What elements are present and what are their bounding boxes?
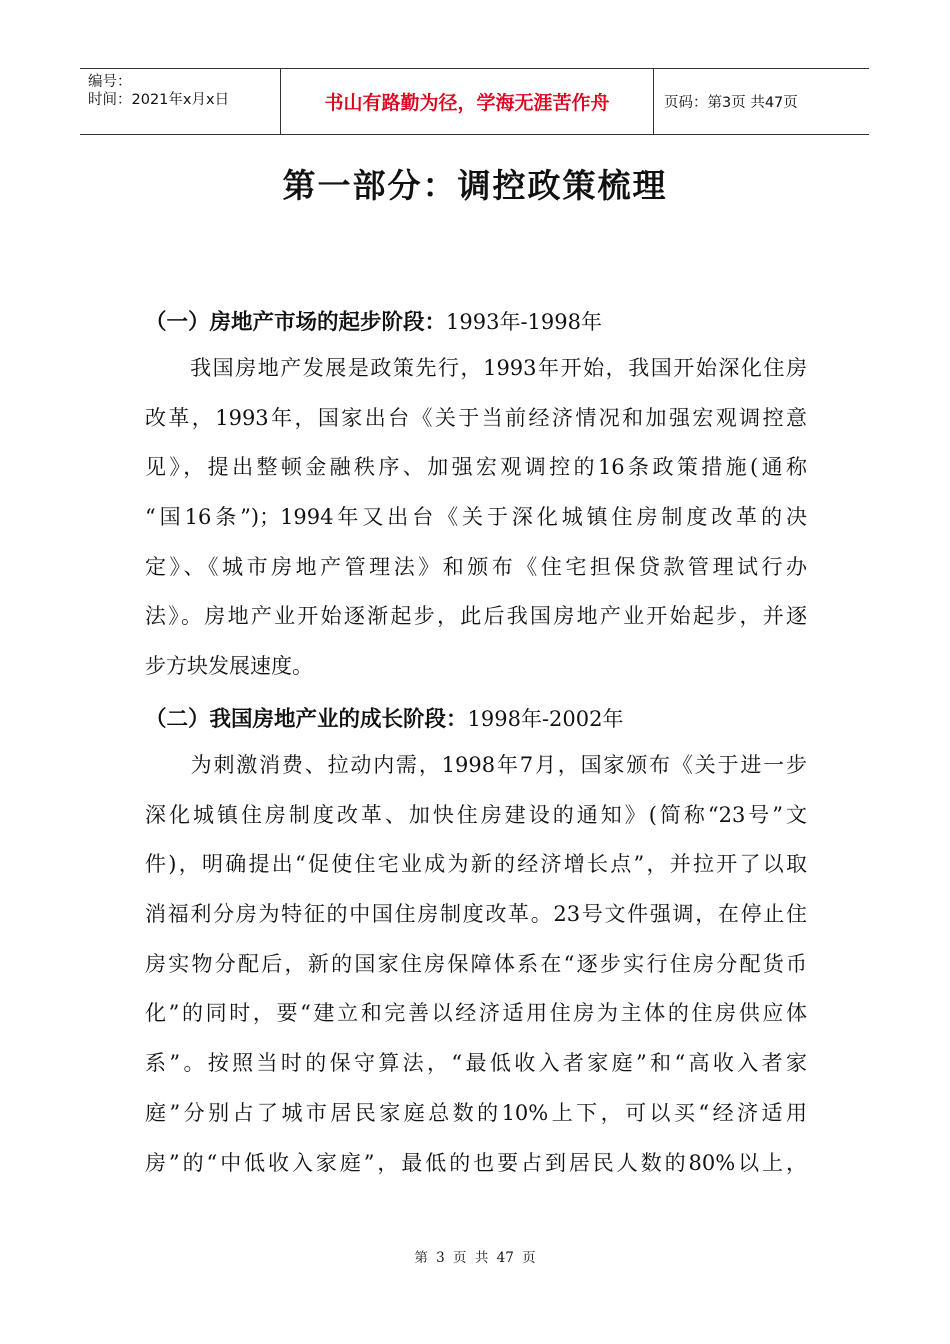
header-page-cell [654, 69, 869, 134]
header-motto-cell [281, 69, 654, 134]
header-table [80, 68, 869, 135]
page-footer: 第 3 页 共 47 页 [414, 1250, 536, 1266]
paragraph-line: 房”的“中低收入家庭”，最低的也要占到居民人数的80%以上， [145, 1150, 807, 1175]
paragraph-line: 化”的同时，要“建立和完善以经济适用住房为主体的住房供应体 [145, 1001, 807, 1026]
page-info: 页码：第3页 共47页 [664, 95, 798, 111]
section-2-paragraph [145, 741, 807, 1188]
motto-text: 书山有路勤为径，学海无涯苦作舟 [324, 92, 610, 114]
page-title: 第一部分：调控政策梳理 [282, 166, 668, 205]
section-heading-2-years: 1998年-2002年 [467, 707, 624, 731]
section-1-paragraph [145, 344, 807, 692]
paragraph-line: 消福利分房为特征的中国住房制度改革。23号文件强调，在停止住 [145, 902, 807, 927]
paragraph-line: 改革，1993年，国家出台《关于当前经济情况和加强宏观调控意 [145, 405, 807, 430]
section-heading-2 [145, 702, 624, 733]
paragraph-line: 深化城镇住房制度改革、加快住房建设的通知》(简称“23号”文 [145, 802, 807, 827]
paragraph-line: 为刺激消费、拉动内需，1998年7月，国家颁布《关于进一步 [145, 753, 807, 777]
paragraph-line: 庭”分别占了城市居民家庭总数的10%上下，可以买“经济适用 [145, 1100, 807, 1125]
section-heading-1-years: 1993年-1998年 [446, 310, 602, 334]
section-heading-1 [145, 305, 602, 336]
paragraph-line: 步方块发展速度。 [145, 654, 313, 679]
number-label: 编号： [88, 74, 132, 90]
paragraph-line: 见》，提出整顿金融秩序、加强宏观调控的16条政策措施(通称 [145, 455, 807, 480]
header-meta-cell [80, 69, 281, 134]
time-label: 时间：2021年x月x日 [88, 92, 230, 108]
paragraph-line: 我国房地产发展是政策先行，1993年开始，我国开始深化住房 [145, 356, 807, 380]
paragraph-line: 房实物分配后，新的国家住房保障体系在“逐步实行住房分配货币 [145, 951, 807, 976]
section-heading-2-text: （二）我国房地产业的成长阶段： [145, 707, 468, 732]
paragraph-line: 定》、《城市房地产管理法》和颁布《住宅担保贷款管理试行办 [145, 554, 807, 579]
paragraph-line: 系”。按照当时的保守算法，“最低收入者家庭”和“高收入者家 [145, 1051, 807, 1076]
paragraph-line: 法》。房地产业开始逐渐起步，此后我国房地产业开始起步，并逐 [145, 604, 807, 629]
paragraph-line: “国16条”)；1994年又出台《关于深化城镇住房制度改革的决 [145, 505, 807, 530]
section-heading-1-text: （一）房地产市场的起步阶段： [145, 310, 447, 335]
paragraph-line: 件)，明确提出“促使住宅业成为新的经济增长点”，并拉开了以取 [145, 852, 807, 877]
